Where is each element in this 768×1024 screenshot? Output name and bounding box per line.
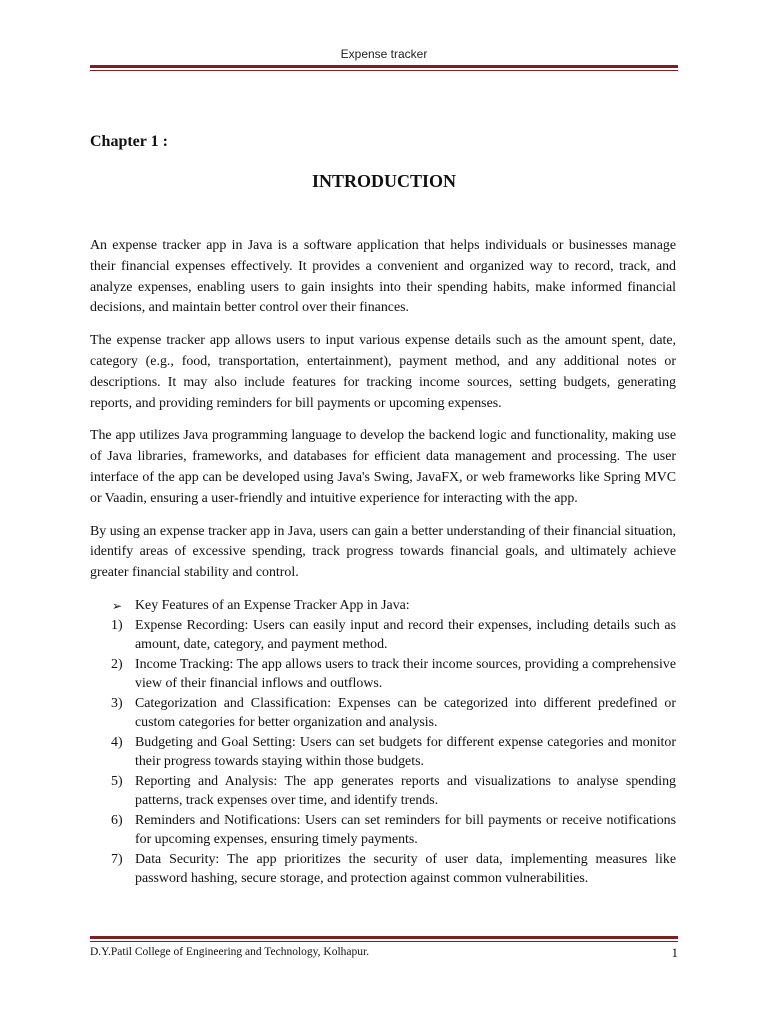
header-rule-thick [90, 65, 678, 68]
list-number: 3) [111, 695, 123, 711]
chapter-label: Chapter 1 : [90, 133, 168, 150]
running-header: Expense tracker [340, 47, 428, 61]
list-number: 1) [111, 617, 123, 633]
list-number: 6) [111, 812, 123, 828]
header-rule-thin [90, 70, 678, 71]
paragraph: An expense tracker app in Java is a software application that helps individuals or businesses manage their financial expenses effectively. It provides a convenient and organized way to record, track, and analyze expenses, enabling users to gain insights into their spending habits, make informed financial decisions, and maintain better control over their finances. [90, 238, 676, 316]
paragraph: The expense tracker app allows users to input various expense details such as the amount spent, date, category (e.g., food, transportation, entertainment), payment method, and any additional notes or descriptions. It may also include features for tracking income sources, setting budgets, generating reports, and providing reminders for bill payments or upcoming expenses. [90, 333, 676, 411]
list-item-text: Budgeting and Goal Setting: Users can set budgets for different expense categories and monitor their progress towards staying within those budgets. [135, 734, 676, 770]
list-number: 5) [111, 773, 123, 789]
list-item-text: Expense Recording: Users can easily input and record their expenses, including details such as amount, date, category, and payment method. [135, 617, 676, 653]
list-item [90, 850, 676, 889]
list-item-text: Data Security: The app prioritizes the security of user data, implementing measures like password hashing, secure storage, and protection against common vulnerabilities. [135, 851, 676, 887]
list-item [90, 655, 676, 694]
features-list [90, 616, 676, 889]
list-item [90, 616, 676, 655]
list-item [90, 694, 676, 733]
list-item [90, 811, 676, 850]
features-heading [90, 596, 676, 616]
paragraph: The app utilizes Java programming language to develop the backend logic and functionality, making use of Java libraries, frameworks, and databases for efficient data management and processing. The user interface of the app can be developed using Java's Swing, JavaFX, or web frameworks like Spring MVC or Vaadin, ensuring a user-friendly and intuitive experience for interacting with the app. [90, 428, 676, 506]
list-item [90, 733, 676, 772]
page-number: 1 [671, 945, 678, 960]
list-item [90, 772, 676, 811]
body-content [90, 236, 676, 889]
list-item-text: Income Tracking: The app allows users to track their income sources, providing a comprehensive view of their financial inflows and outflows. [135, 656, 676, 692]
arrow-bullet-icon: ➢ [112, 598, 123, 613]
footer-institution: D.Y.Patil College of Engineering and Technology, Kolhapur. [90, 946, 370, 958]
list-number: 2) [111, 656, 123, 672]
list-number: 7) [111, 851, 123, 867]
list-item-text: Reporting and Analysis: The app generates reports and visualizations to analyse spending patterns, track expenses over time, and identify trends. [135, 773, 676, 809]
list-item-text: Categorization and Classification: Expenses can be categorized into different predefined or custom categories for better organization and analysis. [135, 695, 676, 731]
paragraph: By using an expense tracker app in Java, users can gain a better understanding of their financial situation, identify areas of excessive spending, track progress towards financial goals, and ultimately achieve greater financial stability and control. [90, 523, 676, 581]
list-number: 4) [111, 734, 123, 750]
section-title: INTRODUCTION [311, 171, 457, 191]
footer-rule-thin [90, 941, 678, 942]
footer-rule-thick [90, 936, 678, 939]
list-item-text: Reminders and Notifications: Users can set reminders for bill payments or receive notifications for upcoming expenses, ensuring timely payments. [135, 812, 676, 848]
features-heading-text: Key Features of an Expense Tracker App in Java: [135, 597, 410, 613]
